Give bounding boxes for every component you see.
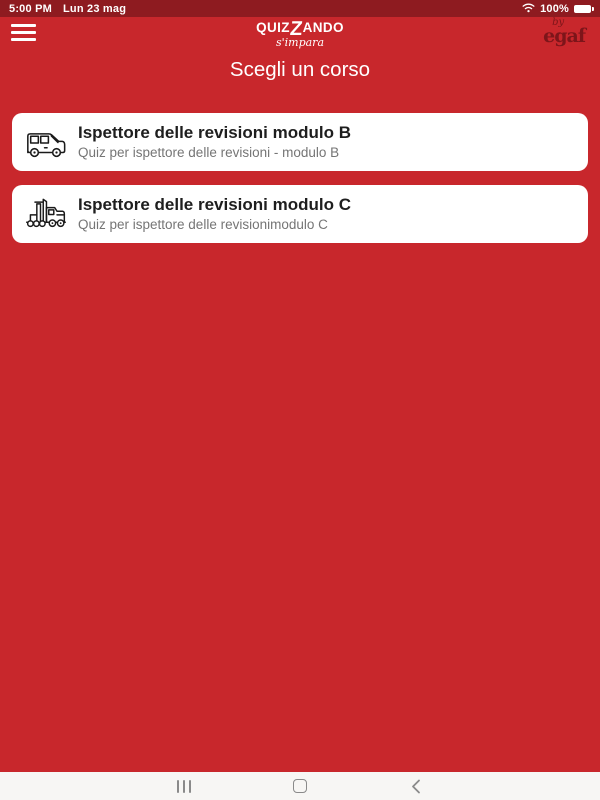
- home-icon[interactable]: [285, 773, 315, 799]
- van-icon: [24, 125, 68, 159]
- hamburger-menu-icon[interactable]: [11, 24, 36, 45]
- android-nav-bar: [0, 772, 600, 800]
- back-icon[interactable]: [401, 773, 431, 799]
- course-card-modulo-b[interactable]: [12, 113, 588, 171]
- logo-text-right: ANDO: [302, 20, 344, 35]
- wifi-icon: [522, 2, 535, 16]
- battery-icon: [574, 5, 591, 13]
- truck-icon: [24, 194, 68, 234]
- battery-percent: 100%: [540, 2, 569, 15]
- clock: 5:00 PM: [9, 2, 52, 15]
- date: Lun 23 mag: [62, 2, 127, 15]
- course-title: Ispettore delle revisioni modulo B: [78, 123, 351, 143]
- quizzando-logo: [256, 17, 344, 49]
- logo-text-left: QUIZ: [256, 20, 290, 35]
- egaf-by-text: by: [552, 17, 565, 28]
- app-header: [0, 17, 600, 53]
- course-list: [0, 113, 600, 243]
- course-card-modulo-c[interactable]: [12, 185, 588, 243]
- page-title: Scegli un corso: [229, 58, 371, 81]
- recent-apps-icon[interactable]: [169, 773, 199, 799]
- status-bar: [0, 0, 600, 17]
- course-title: Ispettore delle revisioni modulo C: [78, 195, 351, 215]
- logo-tagline: s'impara: [275, 35, 325, 49]
- logo-text-bigz: Z: [288, 17, 304, 40]
- course-subtitle: Quiz per ispettore delle revisionimodulo C: [78, 217, 328, 233]
- egaf-logo: [543, 18, 585, 46]
- course-subtitle: Quiz per ispettore delle revisioni - modulo B: [78, 145, 340, 161]
- egaf-name-text: egaf: [543, 25, 585, 47]
